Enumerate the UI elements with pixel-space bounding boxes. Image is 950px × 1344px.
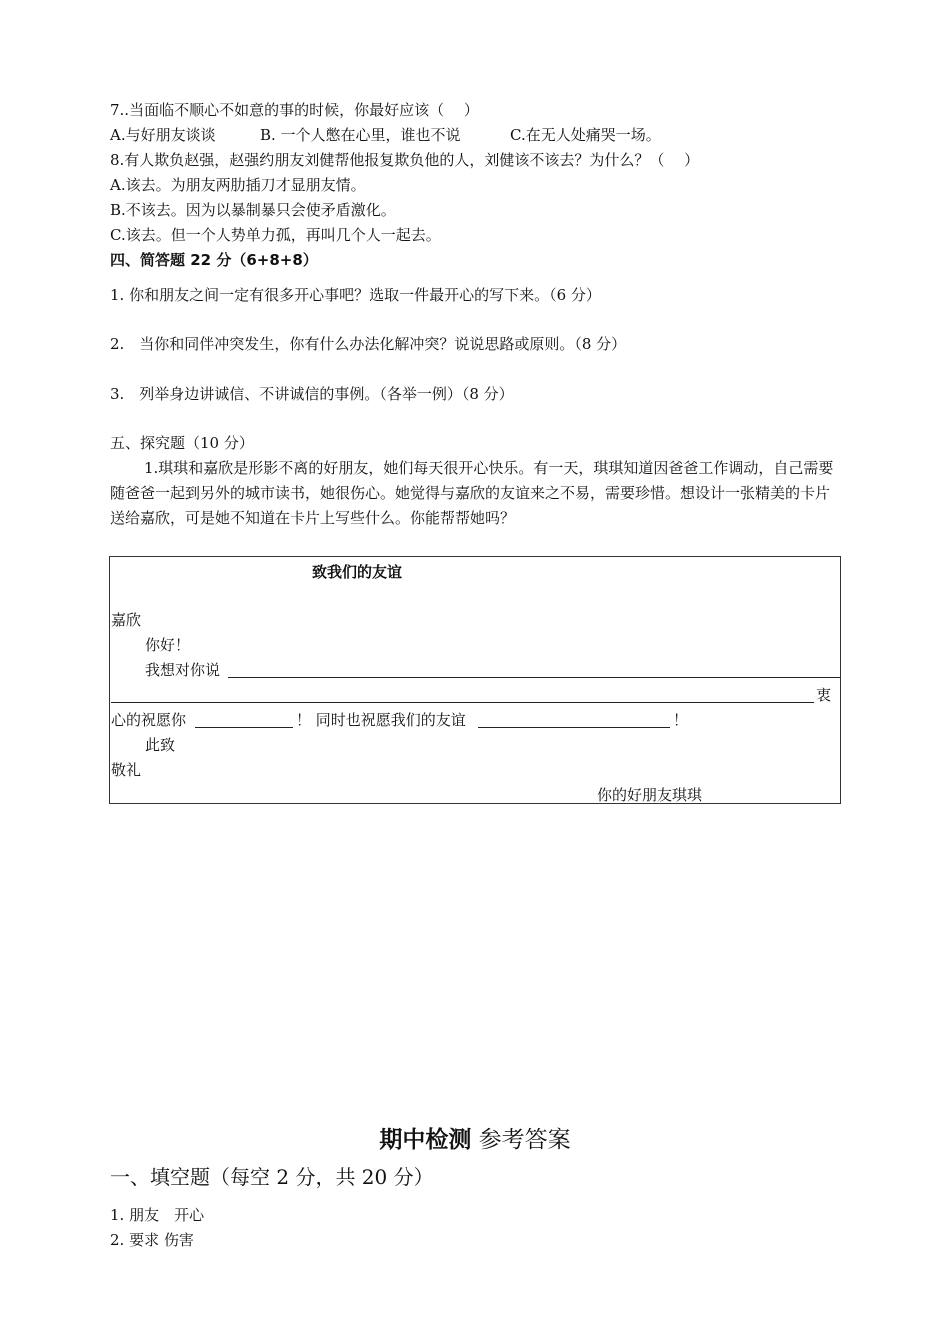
question-7-option-c: C.在无人处痛哭一场。 [510, 126, 661, 144]
card-line1-prefix: 我想对你说 [145, 661, 221, 679]
card-blank-2[interactable] [111, 702, 814, 703]
answer-key-title-bold: 期中检测 [379, 1127, 472, 1153]
section-4-question-1: 1. 你和朋友之间一定有很多开心事吧？选取一件最开心的写下来。（6 分） [110, 286, 601, 304]
section-4-question-3: 3. 列举身边讲诚信、不讲诚信的事例。（各举一例）（8 分） [110, 385, 514, 403]
section-4-heading: 四、简答题 22 分（6+8+8） [110, 251, 318, 269]
card-signature: 你的好朋友琪琪 [597, 786, 703, 804]
card-title: 致我们的友谊 [312, 563, 403, 581]
section-4-question-2: 2. 当你和同伴冲突发生，你有什么办法化解冲突？说说思路或原则。（8 分） [110, 335, 627, 353]
section-5-heading: 五、探究题（10 分） [110, 434, 254, 452]
answer-key-title [0, 1124, 950, 1156]
card-line2-suffix: 衷 [816, 686, 832, 704]
card-line3-c: ！ [673, 711, 689, 729]
card-closing-2: 敬礼 [111, 761, 142, 779]
answer-key-title-rest: 参考答案 [471, 1127, 571, 1153]
question-7-stem: 7..当面临不顺心不如意的事的时候，你最好应该（ ） [110, 101, 479, 119]
card-line3-a: 心的祝愿你 [111, 711, 187, 729]
card-closing-1: 此致 [145, 736, 176, 754]
card-line3-b: ！ 同时也祝愿我们的友谊 [296, 711, 466, 729]
question-7-option-b: B. 一个人憋在心里，谁也不说 [260, 126, 461, 144]
friendship-card [109, 556, 841, 804]
question-8-stem: 8.有人欺负赵强，赵强约朋友刘健帮他报复欺负他的人，刘健该不该去？为什么？（ ） [110, 151, 700, 169]
card-blank-4[interactable] [478, 727, 670, 728]
answer-2: 2. 要求 伤害 [110, 1231, 194, 1249]
card-blank-3[interactable] [195, 727, 293, 728]
card-recipient: 嘉欣 [111, 611, 142, 629]
card-blank-1[interactable] [228, 677, 840, 678]
question-7-option-a: A.与好朋友谈谈 [110, 126, 216, 144]
question-8-option-a: A.该去。为朋友两肋插刀才显朋友情。 [110, 176, 366, 194]
card-greeting: 你好！ [145, 636, 191, 654]
section-5-paragraph: 1.琪琪和嘉欣是形影不离的好朋友，她们每天很开心快乐。有一天，琪琪知道因爸爸工作调动，自己需要随爸爸一起到另外的城市读书，她很伤心。她觉得与嘉欣的友谊来之不易，需要珍惜。想设计一张精美的卡片送给嘉欣，可是她不知道在卡片上写些什么。你能帮帮她吗？ [110, 459, 834, 527]
answer-1: 1. 朋友 开心 [110, 1206, 205, 1224]
answer-section-1-heading: 一、填空题（每空 2 分，共 20 分） [110, 1165, 434, 1189]
question-8-option-c: C.该去。但一个人势单力孤，再叫几个人一起去。 [110, 226, 441, 244]
question-8-option-b: B.不该去。因为以暴制暴只会使矛盾激化。 [110, 201, 396, 219]
